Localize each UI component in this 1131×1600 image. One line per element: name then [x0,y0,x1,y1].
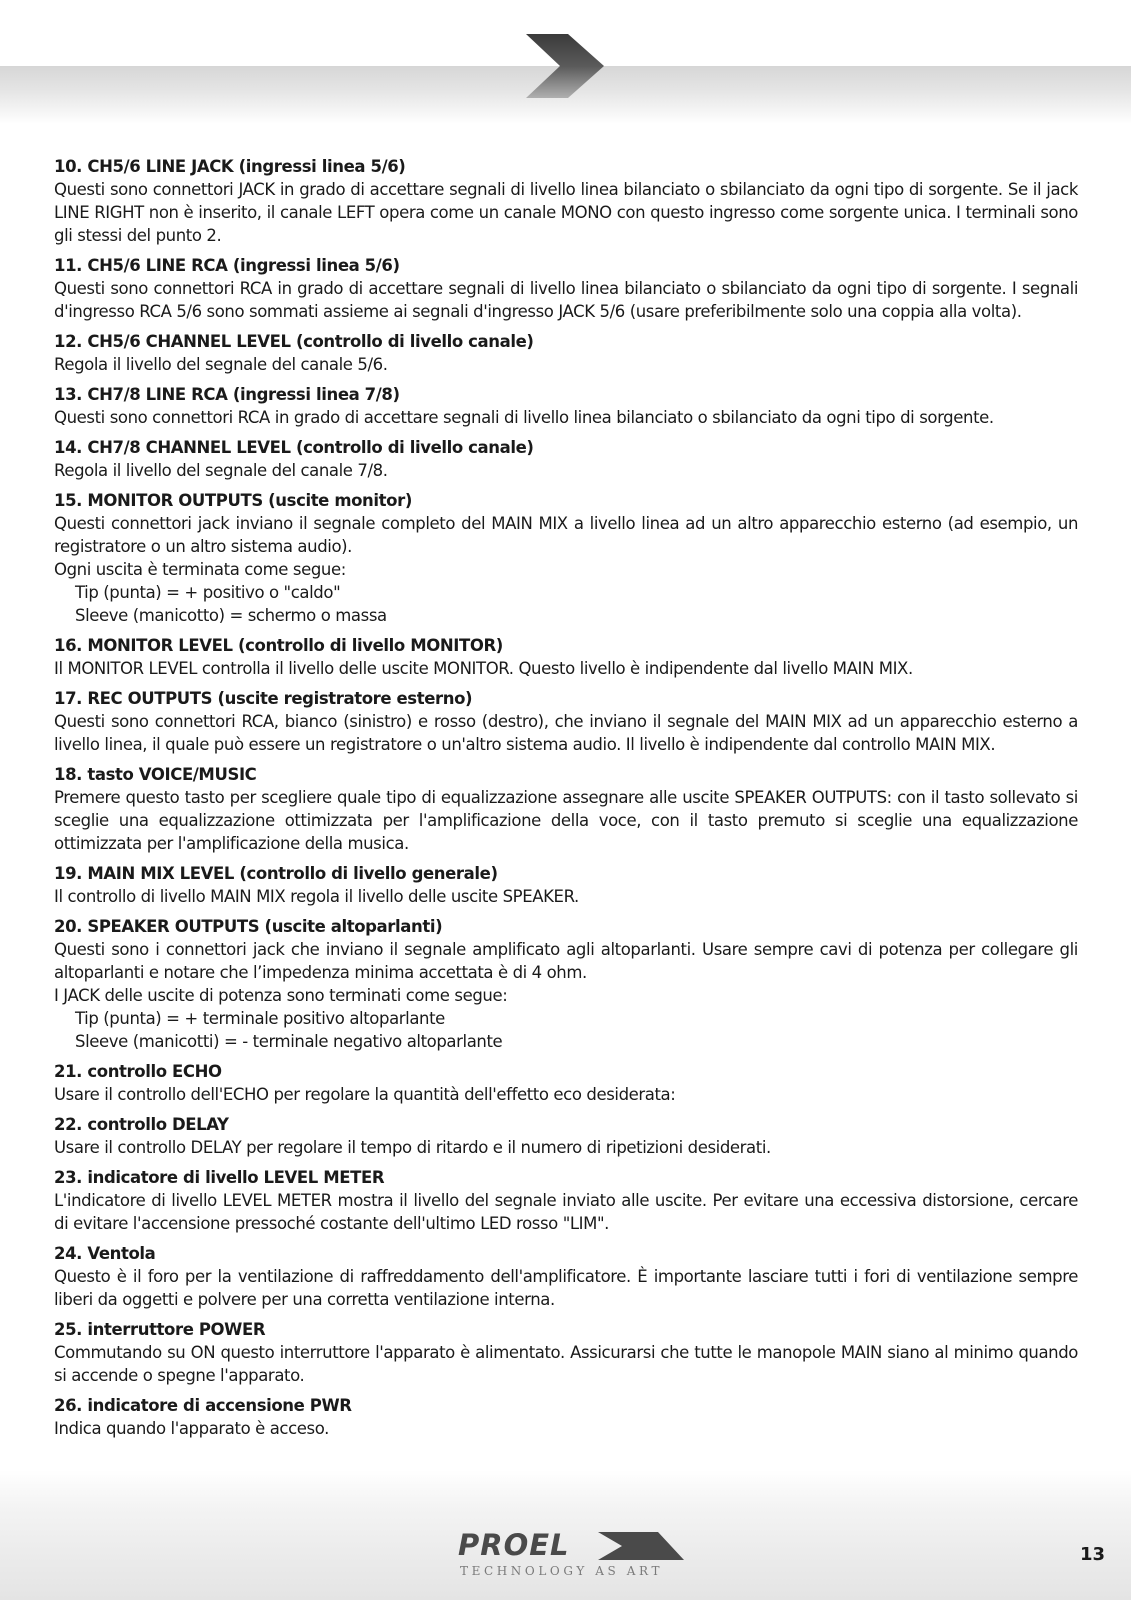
section [54,383,1078,429]
section-title: 25. interruttore POWER [54,1320,266,1339]
section [54,330,1078,376]
section [54,634,1078,680]
section-title: 11. CH5/6 LINE RCA (ingressi linea 5/6) [54,256,400,275]
indented-line: Sleeve (manicotti) = - terminale negativo altoparlante [75,1032,503,1051]
section [54,915,1078,1053]
section-paragraph: Usare il controllo DELAY per regolare il tempo di ritardo e il numero di ripetizioni desiderati. [54,1138,771,1157]
indented-line: Sleeve (manicotto) = schermo o massa [75,606,387,625]
section [54,254,1078,323]
section-paragraph: I JACK delle uscite di potenza sono terminati come segue: [54,986,508,1005]
section-title: 10. CH5/6 LINE JACK (ingressi linea 5/6) [54,157,406,176]
section-paragraph: Questi sono connettori JACK in grado di accettare segnali di livello linea bilanciato o sbilanciato da ogni tipo di sorgente. Se il jack LINE RIGHT non è inserito, il canale LEFT opera come un canale MONO con questo ingresso come sorgente unica. I terminali sono gli stessi del punto 2. [54,180,1078,245]
chevron-right-icon [526,34,604,98]
proel-logo [458,1530,678,1582]
section-paragraph: Indica quando l'apparato è acceso. [54,1419,329,1438]
logo-wedge-icon [598,1532,684,1560]
section-title: 13. CH7/8 LINE RCA (ingressi linea 7/8) [54,385,400,404]
section [54,1060,1078,1106]
section [54,687,1078,756]
section-paragraph: Questo è il foro per la ventilazione di raffreddamento dell'amplificatore. È importante lasciare tutti i fori di ventilazione sempre liberi da oggetti e polvere per una corretta ventilazione interna. [54,1267,1078,1309]
section-paragraph: L'indicatore di livello LEVEL METER mostra il livello del segnale inviato alle uscite. Per evitare una eccessiva distorsione, cercare di evitare l'accensione pressoché costante dell'ultimo LED rosso "LIM". [54,1191,1078,1233]
section-title: 22. controllo DELAY [54,1115,229,1134]
section-paragraph: Questi sono connettori RCA in grado di accettare segnali di livello linea bilanciato o sbilanciato da ogni tipo di sorgente. I segnali d'ingresso RCA 5/6 sono sommati assieme ai segnali d'ingresso JACK 5/6 (usare preferibilmente solo una coppia alla volta). [54,279,1078,321]
section [54,1318,1078,1387]
section-paragraph: Questi sono connettori RCA, bianco (sinistro) e rosso (destro), che inviano il segnale del MAIN MIX ad un apparecchio esterno a livello linea, il quale può essere un registratore o un'altro sistema audio. Il livello è indipendente dal controllo MAIN MIX. [54,712,1078,754]
section-paragraph: Ogni uscita è terminata come segue: [54,560,346,579]
logo-tagline: TECHNOLOGY AS ART [460,1564,664,1578]
section [54,1394,1078,1440]
section-title: 18. tasto VOICE/MUSIC [54,765,257,784]
section [54,155,1078,247]
section-paragraph: Il MONITOR LEVEL controlla il livello delle uscite MONITOR. Questo livello è indipendente dal livello MAIN MIX. [54,659,913,678]
section-title: 17. REC OUTPUTS (uscite registratore esterno) [54,689,473,708]
section-title: 21. controllo ECHO [54,1062,222,1081]
page-number: 13 [1080,1544,1106,1565]
section-paragraph: Regola il livello del segnale del canale 5/6. [54,355,388,374]
section-paragraph: Il controllo di livello MAIN MIX regola il livello delle uscite SPEAKER. [54,887,579,906]
section [54,1113,1078,1159]
section [54,763,1078,855]
section-title: 19. MAIN MIX LEVEL (controllo di livello generale) [54,864,498,883]
indented-line: Tip (punta) = + positivo o "caldo" [75,583,341,602]
section [54,1242,1078,1311]
document-body [54,155,1078,1447]
section-title: 23. indicatore di livello LEVEL METER [54,1168,385,1187]
section [54,862,1078,908]
section [54,1166,1078,1235]
section [54,436,1078,482]
section-paragraph: Usare il controllo dell'ECHO per regolare la quantità dell'effetto eco desiderata: [54,1085,676,1104]
section-title: 15. MONITOR OUTPUTS (uscite monitor) [54,491,412,510]
section-paragraph: Questi sono connettori RCA in grado di accettare segnali di livello linea bilanciato o sbilanciato da ogni tipo di sorgente. [54,408,994,427]
logo-text: PROEL [458,1528,570,1562]
section-title: 12. CH5/6 CHANNEL LEVEL (controllo di livello canale) [54,332,534,351]
section-title: 14. CH7/8 CHANNEL LEVEL (controllo di livello canale) [54,438,534,457]
section-title: 26. indicatore di accensione PWR [54,1396,352,1415]
section-paragraph: Questi sono i connettori jack che inviano il segnale amplificato agli altoparlanti. Usare sempre cavi di potenza per collegare gli altoparlanti e notare che l’impedenza minima accettata è di 4 ohm. [54,940,1078,982]
section-paragraph: Regola il livello del segnale del canale 7/8. [54,461,388,480]
section-paragraph: Commutando su ON questo interruttore l'apparato è alimentato. Assicurarsi che tutte le manopole MAIN siano al minimo quando si accende o spegne l'apparato. [54,1343,1078,1385]
section-title: 24. Ventola [54,1244,156,1263]
section-title: 20. SPEAKER OUTPUTS (uscite altoparlanti) [54,917,443,936]
section-paragraph: Questi connettori jack inviano il segnale completo del MAIN MIX a livello linea ad un altro apparecchio esterno (ad esempio, un registratore o un altro sistema audio). [54,514,1078,556]
indented-line: Tip (punta) = + terminale positivo altoparlante [75,1009,445,1028]
section [54,489,1078,627]
section-paragraph: Premere questo tasto per scegliere quale tipo di equalizzazione assegnare alle uscite SPEAKER OUTPUTS: con il tasto sollevato si sceglie una equalizzazione ottimizzata per l'amplificazione della voce, con il tasto premuto si sceglie una equalizzazione ottimizzata per l'amplificazione della musica. [54,788,1078,853]
section-title: 16. MONITOR LEVEL (controllo di livello MONITOR) [54,636,503,655]
